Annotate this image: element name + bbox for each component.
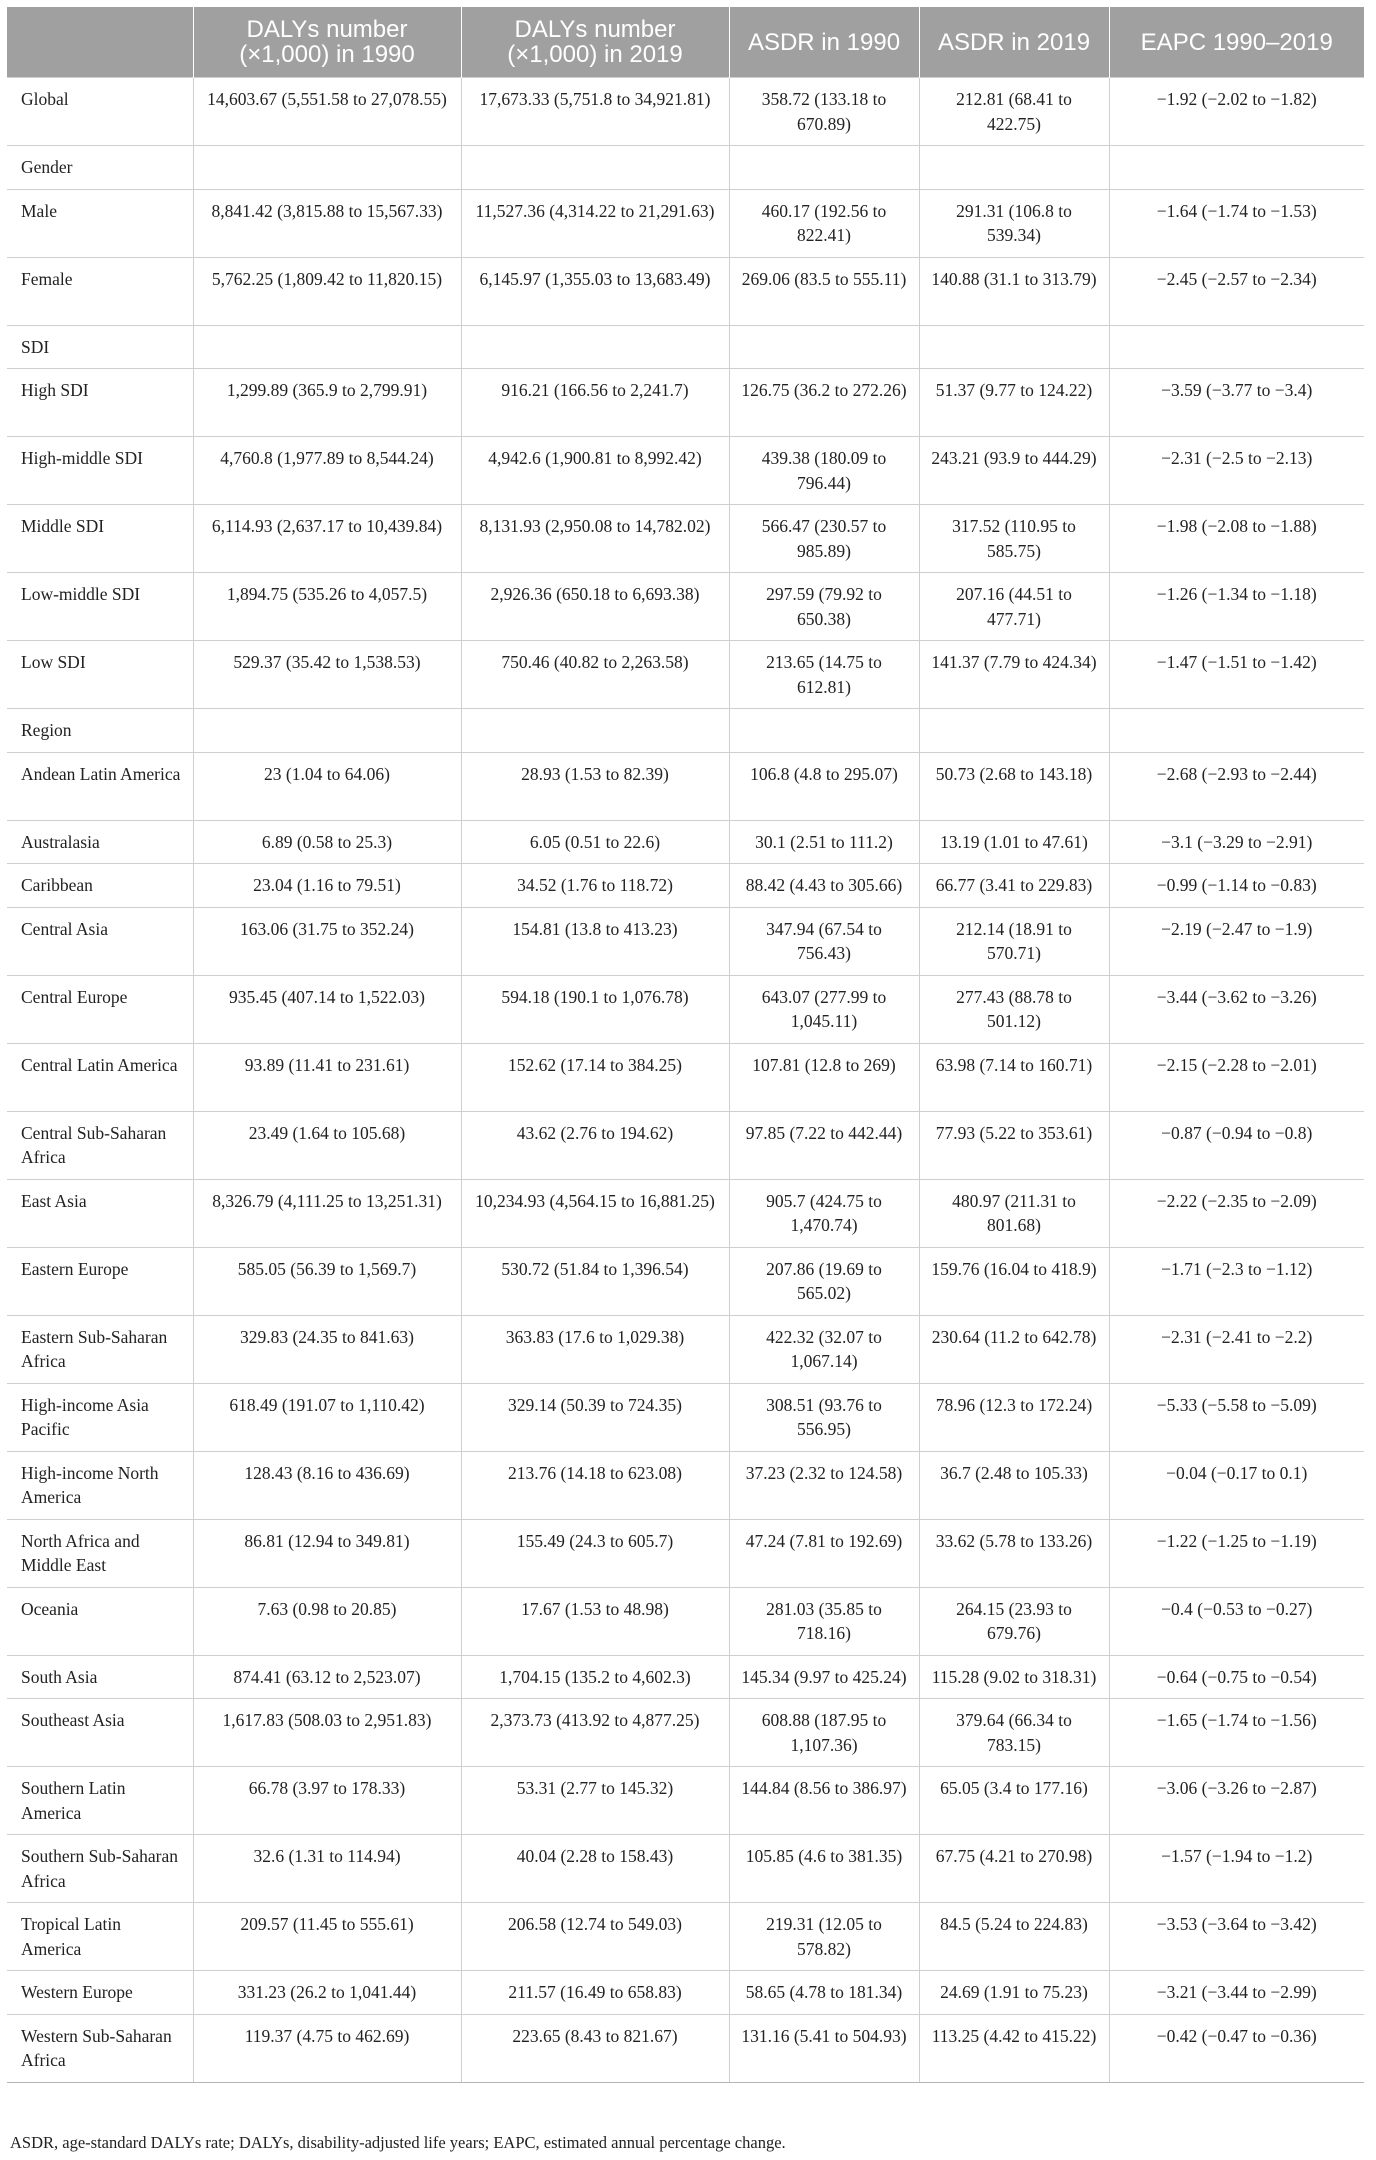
row-label: Middle SDI xyxy=(7,505,193,573)
cell-dalys-2019: 211.57 (16.49 to 658.83) xyxy=(461,1971,729,2015)
cell-dalys-2019: 6.05 (0.51 to 22.6) xyxy=(461,820,729,864)
cell-dalys-1990: 529.37 (35.42 to 1,538.53) xyxy=(193,641,461,709)
cell-asdr-2019: 13.19 (1.01 to 47.61) xyxy=(919,820,1109,864)
cell-asdr-1990: 144.84 (8.56 to 386.97) xyxy=(729,1767,919,1835)
header-asdr-1990: ASDR in 1990 xyxy=(729,7,919,78)
table-row xyxy=(7,437,1364,505)
cell-eapc: −1.64 (−1.74 to −1.53) xyxy=(1109,189,1364,257)
cell-asdr-2019: 113.25 (4.42 to 415.22) xyxy=(919,2014,1109,2082)
empty-cell xyxy=(193,325,461,369)
cell-dalys-2019: 10,234.93 (4,564.15 to 16,881.25) xyxy=(461,1179,729,1247)
cell-asdr-2019: 65.05 (3.4 to 177.16) xyxy=(919,1767,1109,1835)
cell-dalys-2019: 28.93 (1.53 to 82.39) xyxy=(461,752,729,820)
table-row xyxy=(7,1903,1364,1971)
cell-dalys-1990: 23.49 (1.64 to 105.68) xyxy=(193,1111,461,1179)
section-label: Gender xyxy=(7,146,193,190)
table-row xyxy=(7,257,1364,325)
cell-dalys-1990: 14,603.67 (5,551.58 to 27,078.55) xyxy=(193,78,461,146)
cell-eapc: −1.57 (−1.94 to −1.2) xyxy=(1109,1835,1364,1903)
cell-dalys-2019: 363.83 (17.6 to 1,029.38) xyxy=(461,1315,729,1383)
row-label: Caribbean xyxy=(7,864,193,908)
cell-asdr-2019: 50.73 (2.68 to 143.18) xyxy=(919,752,1109,820)
cell-asdr-1990: 608.88 (187.95 to 1,107.36) xyxy=(729,1699,919,1767)
table-row xyxy=(7,369,1364,437)
cell-asdr-1990: 47.24 (7.81 to 192.69) xyxy=(729,1519,919,1587)
table-row xyxy=(7,1587,1364,1655)
cell-dalys-2019: 154.81 (13.8 to 413.23) xyxy=(461,907,729,975)
cell-asdr-2019: 24.69 (1.91 to 75.23) xyxy=(919,1971,1109,2015)
table-row xyxy=(7,1043,1364,1111)
cell-eapc: −1.71 (−2.3 to −1.12) xyxy=(1109,1247,1364,1315)
cell-asdr-2019: 51.37 (9.77 to 124.22) xyxy=(919,369,1109,437)
cell-dalys-2019: 155.49 (24.3 to 605.7) xyxy=(461,1519,729,1587)
empty-cell xyxy=(461,325,729,369)
cell-eapc: −3.1 (−3.29 to −2.91) xyxy=(1109,820,1364,864)
cell-dalys-1990: 4,760.8 (1,977.89 to 8,544.24) xyxy=(193,437,461,505)
empty-cell xyxy=(1109,146,1364,190)
table-row xyxy=(7,1519,1364,1587)
cell-asdr-1990: 281.03 (35.85 to 718.16) xyxy=(729,1587,919,1655)
cell-asdr-2019: 291.31 (106.8 to 539.34) xyxy=(919,189,1109,257)
cell-eapc: −3.44 (−3.62 to −3.26) xyxy=(1109,975,1364,1043)
row-label: Tropical Latin America xyxy=(7,1903,193,1971)
row-label: Australasia xyxy=(7,820,193,864)
cell-asdr-1990: 213.65 (14.75 to 612.81) xyxy=(729,641,919,709)
row-label: Southern Sub-Saharan Africa xyxy=(7,1835,193,1903)
cell-dalys-2019: 6,145.97 (1,355.03 to 13,683.49) xyxy=(461,257,729,325)
cell-eapc: −0.99 (−1.14 to −0.83) xyxy=(1109,864,1364,908)
cell-dalys-1990: 93.89 (11.41 to 231.61) xyxy=(193,1043,461,1111)
cell-dalys-2019: 213.76 (14.18 to 623.08) xyxy=(461,1451,729,1519)
cell-asdr-1990: 439.38 (180.09 to 796.44) xyxy=(729,437,919,505)
cell-asdr-2019: 207.16 (44.51 to 477.71) xyxy=(919,573,1109,641)
table-row xyxy=(7,820,1364,864)
table-row xyxy=(7,2014,1364,2082)
cell-dalys-2019: 223.65 (8.43 to 821.67) xyxy=(461,2014,729,2082)
header-eapc: EAPC 1990–2019 xyxy=(1109,7,1364,78)
cell-dalys-2019: 152.62 (17.14 to 384.25) xyxy=(461,1043,729,1111)
cell-asdr-2019: 140.88 (31.1 to 313.79) xyxy=(919,257,1109,325)
row-label: East Asia xyxy=(7,1179,193,1247)
cell-dalys-2019: 53.31 (2.77 to 145.32) xyxy=(461,1767,729,1835)
header-category xyxy=(7,7,193,78)
cell-dalys-2019: 43.62 (2.76 to 194.62) xyxy=(461,1111,729,1179)
row-label: Eastern Sub-Saharan Africa xyxy=(7,1315,193,1383)
cell-eapc: −0.04 (−0.17 to 0.1) xyxy=(1109,1451,1364,1519)
row-label: Oceania xyxy=(7,1587,193,1655)
table-row xyxy=(7,641,1364,709)
cell-asdr-1990: 145.34 (9.97 to 425.24) xyxy=(729,1655,919,1699)
section-label: SDI xyxy=(7,325,193,369)
cell-dalys-1990: 8,841.42 (3,815.88 to 15,567.33) xyxy=(193,189,461,257)
table-row xyxy=(7,975,1364,1043)
row-label: Low SDI xyxy=(7,641,193,709)
cell-asdr-1990: 460.17 (192.56 to 822.41) xyxy=(729,189,919,257)
empty-cell xyxy=(193,709,461,753)
empty-cell xyxy=(919,709,1109,753)
table-row xyxy=(7,573,1364,641)
cell-dalys-1990: 6.89 (0.58 to 25.3) xyxy=(193,820,461,864)
cell-eapc: −0.4 (−0.53 to −0.27) xyxy=(1109,1587,1364,1655)
cell-dalys-2019: 17.67 (1.53 to 48.98) xyxy=(461,1587,729,1655)
cell-asdr-1990: 105.85 (4.6 to 381.35) xyxy=(729,1835,919,1903)
table-row xyxy=(7,1971,1364,2015)
cell-eapc: −3.21 (−3.44 to −2.99) xyxy=(1109,1971,1364,2015)
cell-dalys-1990: 209.57 (11.45 to 555.61) xyxy=(193,1903,461,1971)
cell-asdr-2019: 33.62 (5.78 to 133.26) xyxy=(919,1519,1109,1587)
cell-dalys-1990: 874.41 (63.12 to 2,523.07) xyxy=(193,1655,461,1699)
table-row xyxy=(7,78,1364,146)
cell-dalys-1990: 1,617.83 (508.03 to 2,951.83) xyxy=(193,1699,461,1767)
cell-dalys-2019: 4,942.6 (1,900.81 to 8,992.42) xyxy=(461,437,729,505)
empty-cell xyxy=(1109,709,1364,753)
empty-cell xyxy=(919,146,1109,190)
cell-dalys-2019: 34.52 (1.76 to 118.72) xyxy=(461,864,729,908)
cell-dalys-2019: 40.04 (2.28 to 158.43) xyxy=(461,1835,729,1903)
cell-eapc: −3.06 (−3.26 to −2.87) xyxy=(1109,1767,1364,1835)
cell-eapc: −1.22 (−1.25 to −1.19) xyxy=(1109,1519,1364,1587)
cell-asdr-1990: 37.23 (2.32 to 124.58) xyxy=(729,1451,919,1519)
empty-cell xyxy=(729,325,919,369)
cell-asdr-1990: 905.7 (424.75 to 1,470.74) xyxy=(729,1179,919,1247)
cell-dalys-1990: 331.23 (26.2 to 1,041.44) xyxy=(193,1971,461,2015)
row-label: High SDI xyxy=(7,369,193,437)
cell-eapc: −2.45 (−2.57 to −2.34) xyxy=(1109,257,1364,325)
table-row xyxy=(7,1655,1364,1699)
cell-asdr-1990: 207.86 (19.69 to 565.02) xyxy=(729,1247,919,1315)
cell-asdr-2019: 77.93 (5.22 to 353.61) xyxy=(919,1111,1109,1179)
row-label: Central Asia xyxy=(7,907,193,975)
cell-asdr-2019: 212.14 (18.91 to 570.71) xyxy=(919,907,1109,975)
empty-cell xyxy=(729,146,919,190)
cell-eapc: −1.47 (−1.51 to −1.42) xyxy=(1109,641,1364,709)
cell-asdr-1990: 566.47 (230.57 to 985.89) xyxy=(729,505,919,573)
cell-asdr-1990: 347.94 (67.54 to 756.43) xyxy=(729,907,919,975)
cell-eapc: −1.65 (−1.74 to −1.56) xyxy=(1109,1699,1364,1767)
cell-dalys-2019: 916.21 (166.56 to 2,241.7) xyxy=(461,369,729,437)
row-label: Central Sub-Saharan Africa xyxy=(7,1111,193,1179)
cell-asdr-1990: 106.8 (4.8 to 295.07) xyxy=(729,752,919,820)
cell-eapc: −1.26 (−1.34 to −1.18) xyxy=(1109,573,1364,641)
cell-dalys-2019: 17,673.33 (5,751.8 to 34,921.81) xyxy=(461,78,729,146)
dalys-table xyxy=(7,7,1364,2083)
cell-asdr-2019: 230.64 (11.2 to 642.78) xyxy=(919,1315,1109,1383)
cell-asdr-1990: 297.59 (79.92 to 650.38) xyxy=(729,573,919,641)
row-label: Male xyxy=(7,189,193,257)
cell-eapc: −2.31 (−2.5 to −2.13) xyxy=(1109,437,1364,505)
header-row xyxy=(7,7,1364,78)
cell-asdr-2019: 379.64 (66.34 to 783.15) xyxy=(919,1699,1109,1767)
cell-asdr-2019: 159.76 (16.04 to 418.9) xyxy=(919,1247,1109,1315)
cell-asdr-1990: 97.85 (7.22 to 442.44) xyxy=(729,1111,919,1179)
cell-dalys-1990: 128.43 (8.16 to 436.69) xyxy=(193,1451,461,1519)
header-asdr-2019: ASDR in 2019 xyxy=(919,7,1109,78)
cell-asdr-2019: 264.15 (23.93 to 679.76) xyxy=(919,1587,1109,1655)
cell-asdr-2019: 277.43 (88.78 to 501.12) xyxy=(919,975,1109,1043)
cell-asdr-1990: 131.16 (5.41 to 504.93) xyxy=(729,2014,919,2082)
cell-dalys-1990: 66.78 (3.97 to 178.33) xyxy=(193,1767,461,1835)
cell-eapc: −2.19 (−2.47 to −1.9) xyxy=(1109,907,1364,975)
table-footnote: ASDR, age-standard DALYs rate; DALYs, disability-adjusted life years; EAPC, estimated annual percentage change. xyxy=(10,2133,786,2152)
section-label: Region xyxy=(7,709,193,753)
cell-asdr-1990: 269.06 (83.5 to 555.11) xyxy=(729,257,919,325)
cell-dalys-1990: 5,762.25 (1,809.42 to 11,820.15) xyxy=(193,257,461,325)
empty-cell xyxy=(729,709,919,753)
row-label: Central Europe xyxy=(7,975,193,1043)
cell-asdr-1990: 422.32 (32.07 to 1,067.14) xyxy=(729,1315,919,1383)
row-label: High-income Asia Pacific xyxy=(7,1383,193,1451)
cell-eapc: −1.92 (−2.02 to −1.82) xyxy=(1109,78,1364,146)
cell-asdr-2019: 36.7 (2.48 to 105.33) xyxy=(919,1451,1109,1519)
table-row xyxy=(7,1699,1364,1767)
cell-dalys-1990: 32.6 (1.31 to 114.94) xyxy=(193,1835,461,1903)
cell-dalys-1990: 119.37 (4.75 to 462.69) xyxy=(193,2014,461,2082)
row-label: Western Europe xyxy=(7,1971,193,2015)
cell-asdr-2019: 78.96 (12.3 to 172.24) xyxy=(919,1383,1109,1451)
table-body xyxy=(7,78,1364,2083)
table-row xyxy=(7,189,1364,257)
empty-cell xyxy=(193,146,461,190)
section-row xyxy=(7,325,1364,369)
table-row xyxy=(7,505,1364,573)
table-row xyxy=(7,1451,1364,1519)
row-label: Global xyxy=(7,78,193,146)
cell-dalys-2019: 2,926.36 (650.18 to 6,693.38) xyxy=(461,573,729,641)
cell-dalys-1990: 6,114.93 (2,637.17 to 10,439.84) xyxy=(193,505,461,573)
cell-eapc: −2.31 (−2.41 to −2.2) xyxy=(1109,1315,1364,1383)
table-row xyxy=(7,864,1364,908)
table-row xyxy=(7,1835,1364,1903)
cell-dalys-1990: 1,299.89 (365.9 to 2,799.91) xyxy=(193,369,461,437)
cell-dalys-2019: 2,373.73 (413.92 to 4,877.25) xyxy=(461,1699,729,1767)
cell-asdr-2019: 141.37 (7.79 to 424.34) xyxy=(919,641,1109,709)
section-row xyxy=(7,146,1364,190)
cell-dalys-1990: 7.63 (0.98 to 20.85) xyxy=(193,1587,461,1655)
row-label: North Africa and Middle East xyxy=(7,1519,193,1587)
cell-eapc: −3.53 (−3.64 to −3.42) xyxy=(1109,1903,1364,1971)
row-label: Female xyxy=(7,257,193,325)
row-label: Western Sub-Saharan Africa xyxy=(7,2014,193,2082)
cell-asdr-2019: 63.98 (7.14 to 160.71) xyxy=(919,1043,1109,1111)
cell-asdr-2019: 212.81 (68.41 to 422.75) xyxy=(919,78,1109,146)
cell-dalys-1990: 935.45 (407.14 to 1,522.03) xyxy=(193,975,461,1043)
cell-asdr-2019: 84.5 (5.24 to 224.83) xyxy=(919,1903,1109,1971)
cell-asdr-1990: 219.31 (12.05 to 578.82) xyxy=(729,1903,919,1971)
row-label: Eastern Europe xyxy=(7,1247,193,1315)
cell-asdr-1990: 308.51 (93.76 to 556.95) xyxy=(729,1383,919,1451)
header-dalys-1990: DALYs number (×1,000) in 1990 xyxy=(193,7,461,78)
cell-asdr-1990: 643.07 (277.99 to 1,045.11) xyxy=(729,975,919,1043)
cell-eapc: −5.33 (−5.58 to −5.09) xyxy=(1109,1383,1364,1451)
cell-eapc: −2.15 (−2.28 to −2.01) xyxy=(1109,1043,1364,1111)
row-label: Andean Latin America xyxy=(7,752,193,820)
cell-asdr-1990: 107.81 (12.8 to 269) xyxy=(729,1043,919,1111)
cell-dalys-1990: 86.81 (12.94 to 349.81) xyxy=(193,1519,461,1587)
cell-dalys-2019: 329.14 (50.39 to 724.35) xyxy=(461,1383,729,1451)
cell-dalys-1990: 163.06 (31.75 to 352.24) xyxy=(193,907,461,975)
cell-dalys-1990: 8,326.79 (4,111.25 to 13,251.31) xyxy=(193,1179,461,1247)
cell-dalys-1990: 23.04 (1.16 to 79.51) xyxy=(193,864,461,908)
table-row xyxy=(7,1767,1364,1835)
table-row xyxy=(7,1111,1364,1179)
row-label: Central Latin America xyxy=(7,1043,193,1111)
cell-eapc: −0.87 (−0.94 to −0.8) xyxy=(1109,1111,1364,1179)
table-row xyxy=(7,907,1364,975)
cell-eapc: −1.98 (−2.08 to −1.88) xyxy=(1109,505,1364,573)
cell-eapc: −2.22 (−2.35 to −2.09) xyxy=(1109,1179,1364,1247)
cell-dalys-2019: 8,131.93 (2,950.08 to 14,782.02) xyxy=(461,505,729,573)
row-label: Southeast Asia xyxy=(7,1699,193,1767)
cell-dalys-1990: 23 (1.04 to 64.06) xyxy=(193,752,461,820)
empty-cell xyxy=(461,146,729,190)
cell-asdr-2019: 66.77 (3.41 to 229.83) xyxy=(919,864,1109,908)
section-row xyxy=(7,709,1364,753)
cell-dalys-1990: 1,894.75 (535.26 to 4,057.5) xyxy=(193,573,461,641)
cell-dalys-2019: 530.72 (51.84 to 1,396.54) xyxy=(461,1247,729,1315)
empty-cell xyxy=(1109,325,1364,369)
cell-asdr-1990: 30.1 (2.51 to 111.2) xyxy=(729,820,919,864)
header-dalys-2019: DALYs number (×1,000) in 2019 xyxy=(461,7,729,78)
table-row xyxy=(7,1315,1364,1383)
table-header xyxy=(7,7,1364,78)
cell-dalys-2019: 11,527.36 (4,314.22 to 21,291.63) xyxy=(461,189,729,257)
cell-eapc: −0.42 (−0.47 to −0.36) xyxy=(1109,2014,1364,2082)
cell-asdr-1990: 358.72 (133.18 to 670.89) xyxy=(729,78,919,146)
cell-dalys-2019: 206.58 (12.74 to 549.03) xyxy=(461,1903,729,1971)
table-row xyxy=(7,1247,1364,1315)
cell-dalys-1990: 329.83 (24.35 to 841.63) xyxy=(193,1315,461,1383)
cell-dalys-2019: 1,704.15 (135.2 to 4,602.3) xyxy=(461,1655,729,1699)
cell-eapc: −0.64 (−0.75 to −0.54) xyxy=(1109,1655,1364,1699)
empty-cell xyxy=(461,709,729,753)
cell-eapc: −3.59 (−3.77 to −3.4) xyxy=(1109,369,1364,437)
row-label: Southern Latin America xyxy=(7,1767,193,1835)
row-label: Low-middle SDI xyxy=(7,573,193,641)
cell-dalys-2019: 594.18 (190.1 to 1,076.78) xyxy=(461,975,729,1043)
cell-asdr-1990: 58.65 (4.78 to 181.34) xyxy=(729,1971,919,2015)
cell-asdr-1990: 88.42 (4.43 to 305.66) xyxy=(729,864,919,908)
cell-dalys-1990: 618.49 (191.07 to 1,110.42) xyxy=(193,1383,461,1451)
cell-asdr-2019: 317.52 (110.95 to 585.75) xyxy=(919,505,1109,573)
cell-asdr-1990: 126.75 (36.2 to 272.26) xyxy=(729,369,919,437)
cell-dalys-2019: 750.46 (40.82 to 2,263.58) xyxy=(461,641,729,709)
row-label: High-income North America xyxy=(7,1451,193,1519)
cell-dalys-1990: 585.05 (56.39 to 1,569.7) xyxy=(193,1247,461,1315)
cell-asdr-2019: 67.75 (4.21 to 270.98) xyxy=(919,1835,1109,1903)
table-row xyxy=(7,752,1364,820)
cell-eapc: −2.68 (−2.93 to −2.44) xyxy=(1109,752,1364,820)
empty-cell xyxy=(919,325,1109,369)
row-label: High-middle SDI xyxy=(7,437,193,505)
table-row xyxy=(7,1179,1364,1247)
cell-asdr-2019: 243.21 (93.9 to 444.29) xyxy=(919,437,1109,505)
cell-asdr-2019: 480.97 (211.31 to 801.68) xyxy=(919,1179,1109,1247)
table-row xyxy=(7,1383,1364,1451)
cell-asdr-2019: 115.28 (9.02 to 318.31) xyxy=(919,1655,1109,1699)
row-label: South Asia xyxy=(7,1655,193,1699)
